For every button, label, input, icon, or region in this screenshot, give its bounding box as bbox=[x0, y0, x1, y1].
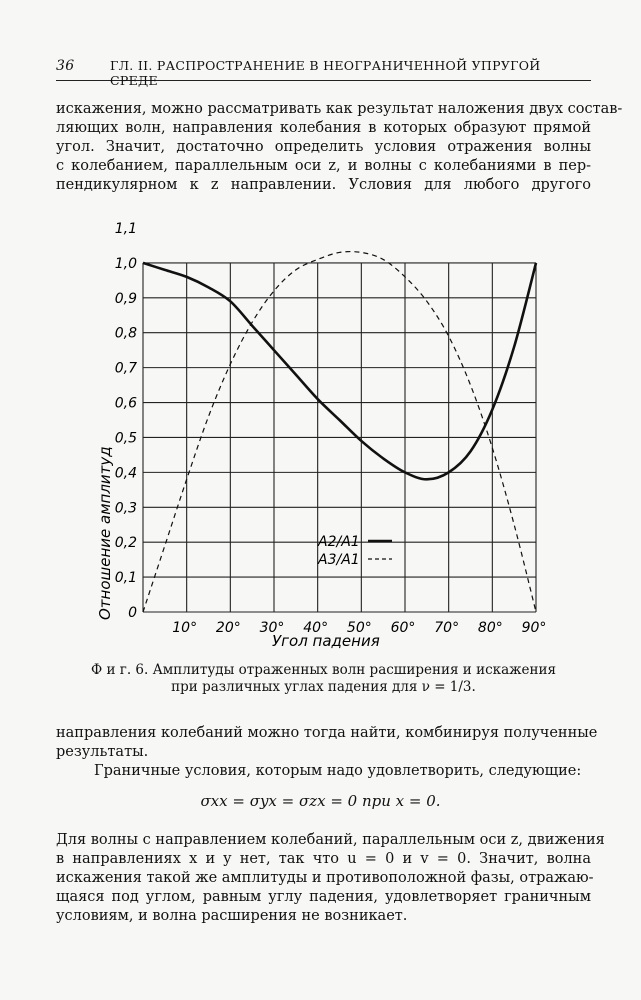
x-tick-label: 20° bbox=[215, 620, 241, 636]
y-tick-labels bbox=[115, 221, 137, 621]
text-line: в направлениях x и y нет, так что u = 0 и v = 0. Значит, волна bbox=[56, 851, 591, 867]
chart-legend bbox=[317, 534, 392, 568]
legend-label: A3/A1 bbox=[318, 552, 360, 568]
text-line: щаяся под углом, равным углу падения, удовлетворяет граничным bbox=[56, 889, 591, 905]
y-tick-label: 1,1 bbox=[114, 221, 137, 237]
boundary-formula: σxx = σyx = σzx = 0 при x = 0. bbox=[200, 792, 441, 810]
y-tick-label: 0,5 bbox=[114, 430, 137, 447]
y-tick-label: 1,0 bbox=[114, 255, 137, 272]
legend-label: A2/A1 bbox=[318, 534, 360, 550]
x-tick-label: 60° bbox=[390, 620, 416, 636]
running-header bbox=[56, 58, 591, 88]
text-line: Для волны с направлением колебаний, параллельным оси z, движения bbox=[56, 832, 605, 848]
y-tick-label: 0,3 bbox=[114, 500, 137, 517]
y-tick-label: 0,7 bbox=[114, 360, 137, 377]
figure-caption bbox=[56, 662, 591, 696]
text-line: пендикулярном к z направлении. Условия для любого другого bbox=[56, 177, 591, 193]
y-tick-label: 0,1 bbox=[114, 570, 137, 587]
text-line: искажения, можно рассматривать как результат наложения двух состав- bbox=[56, 101, 623, 117]
text-line: ляющих волн, направления колебания в которых образуют прямой bbox=[56, 120, 591, 136]
x-tick-label: 70° bbox=[434, 620, 460, 636]
text-line: искажения такой же амплитуды и противоположной фазы, отражаю- bbox=[56, 870, 594, 886]
x-tick-label: 10° bbox=[172, 620, 198, 636]
paragraph-top bbox=[56, 100, 623, 195]
text-line: с колебанием, параллельным оси z, и волны с колебаниями в пер- bbox=[56, 158, 591, 174]
text-line: направления колебаний можно тогда найти, комбинируя полученные bbox=[56, 725, 598, 741]
x-tick-label: 40° bbox=[303, 620, 329, 636]
caption-line: Ф и г. 6. Амплитуды отраженных волн расширения и искажения bbox=[90, 662, 557, 678]
y-tick-label: 0,6 bbox=[114, 395, 137, 412]
x-tick-label: 30° bbox=[259, 620, 285, 636]
paragraph-after-figure bbox=[56, 724, 598, 762]
text-line: Граничные условия, которым надо удовлетворить, следующие: bbox=[94, 763, 582, 779]
text-line: угол. Значит, достаточно определить условия отражения волны bbox=[56, 139, 591, 155]
x-tick-label: 80° bbox=[477, 620, 503, 636]
text-line: результаты. bbox=[56, 744, 149, 760]
y-axis-label: Отношение амплитуд bbox=[96, 446, 114, 620]
text-line: условиям, и волна расширения не возникает. bbox=[56, 908, 408, 924]
running-title: ГЛ. II. РАСПРОСТРАНЕНИЕ В НЕОГРАНИЧЕННОЙ УПРУГОЙ СРЕДЕ bbox=[110, 58, 541, 88]
y-tick-label: 0,4 bbox=[114, 465, 137, 482]
x-tick-label: 90° bbox=[521, 620, 547, 636]
amplitude-chart bbox=[0, 210, 641, 660]
series-line-a2-a1 bbox=[143, 263, 536, 479]
x-axis-label: Угол падения bbox=[272, 632, 380, 650]
y-tick-label: 0,8 bbox=[114, 325, 137, 342]
paragraph-bottom bbox=[56, 831, 605, 926]
caption-line: при различных углах падения для ν = 1/3. bbox=[171, 679, 476, 695]
y-tick-label: 0,2 bbox=[114, 535, 137, 552]
boundary-intro bbox=[56, 762, 591, 781]
y-tick-label: 0,9 bbox=[114, 290, 137, 307]
y-tick-label: 0 bbox=[128, 605, 137, 621]
page-number: 36 bbox=[56, 58, 75, 74]
x-tick-label: 50° bbox=[346, 620, 372, 636]
